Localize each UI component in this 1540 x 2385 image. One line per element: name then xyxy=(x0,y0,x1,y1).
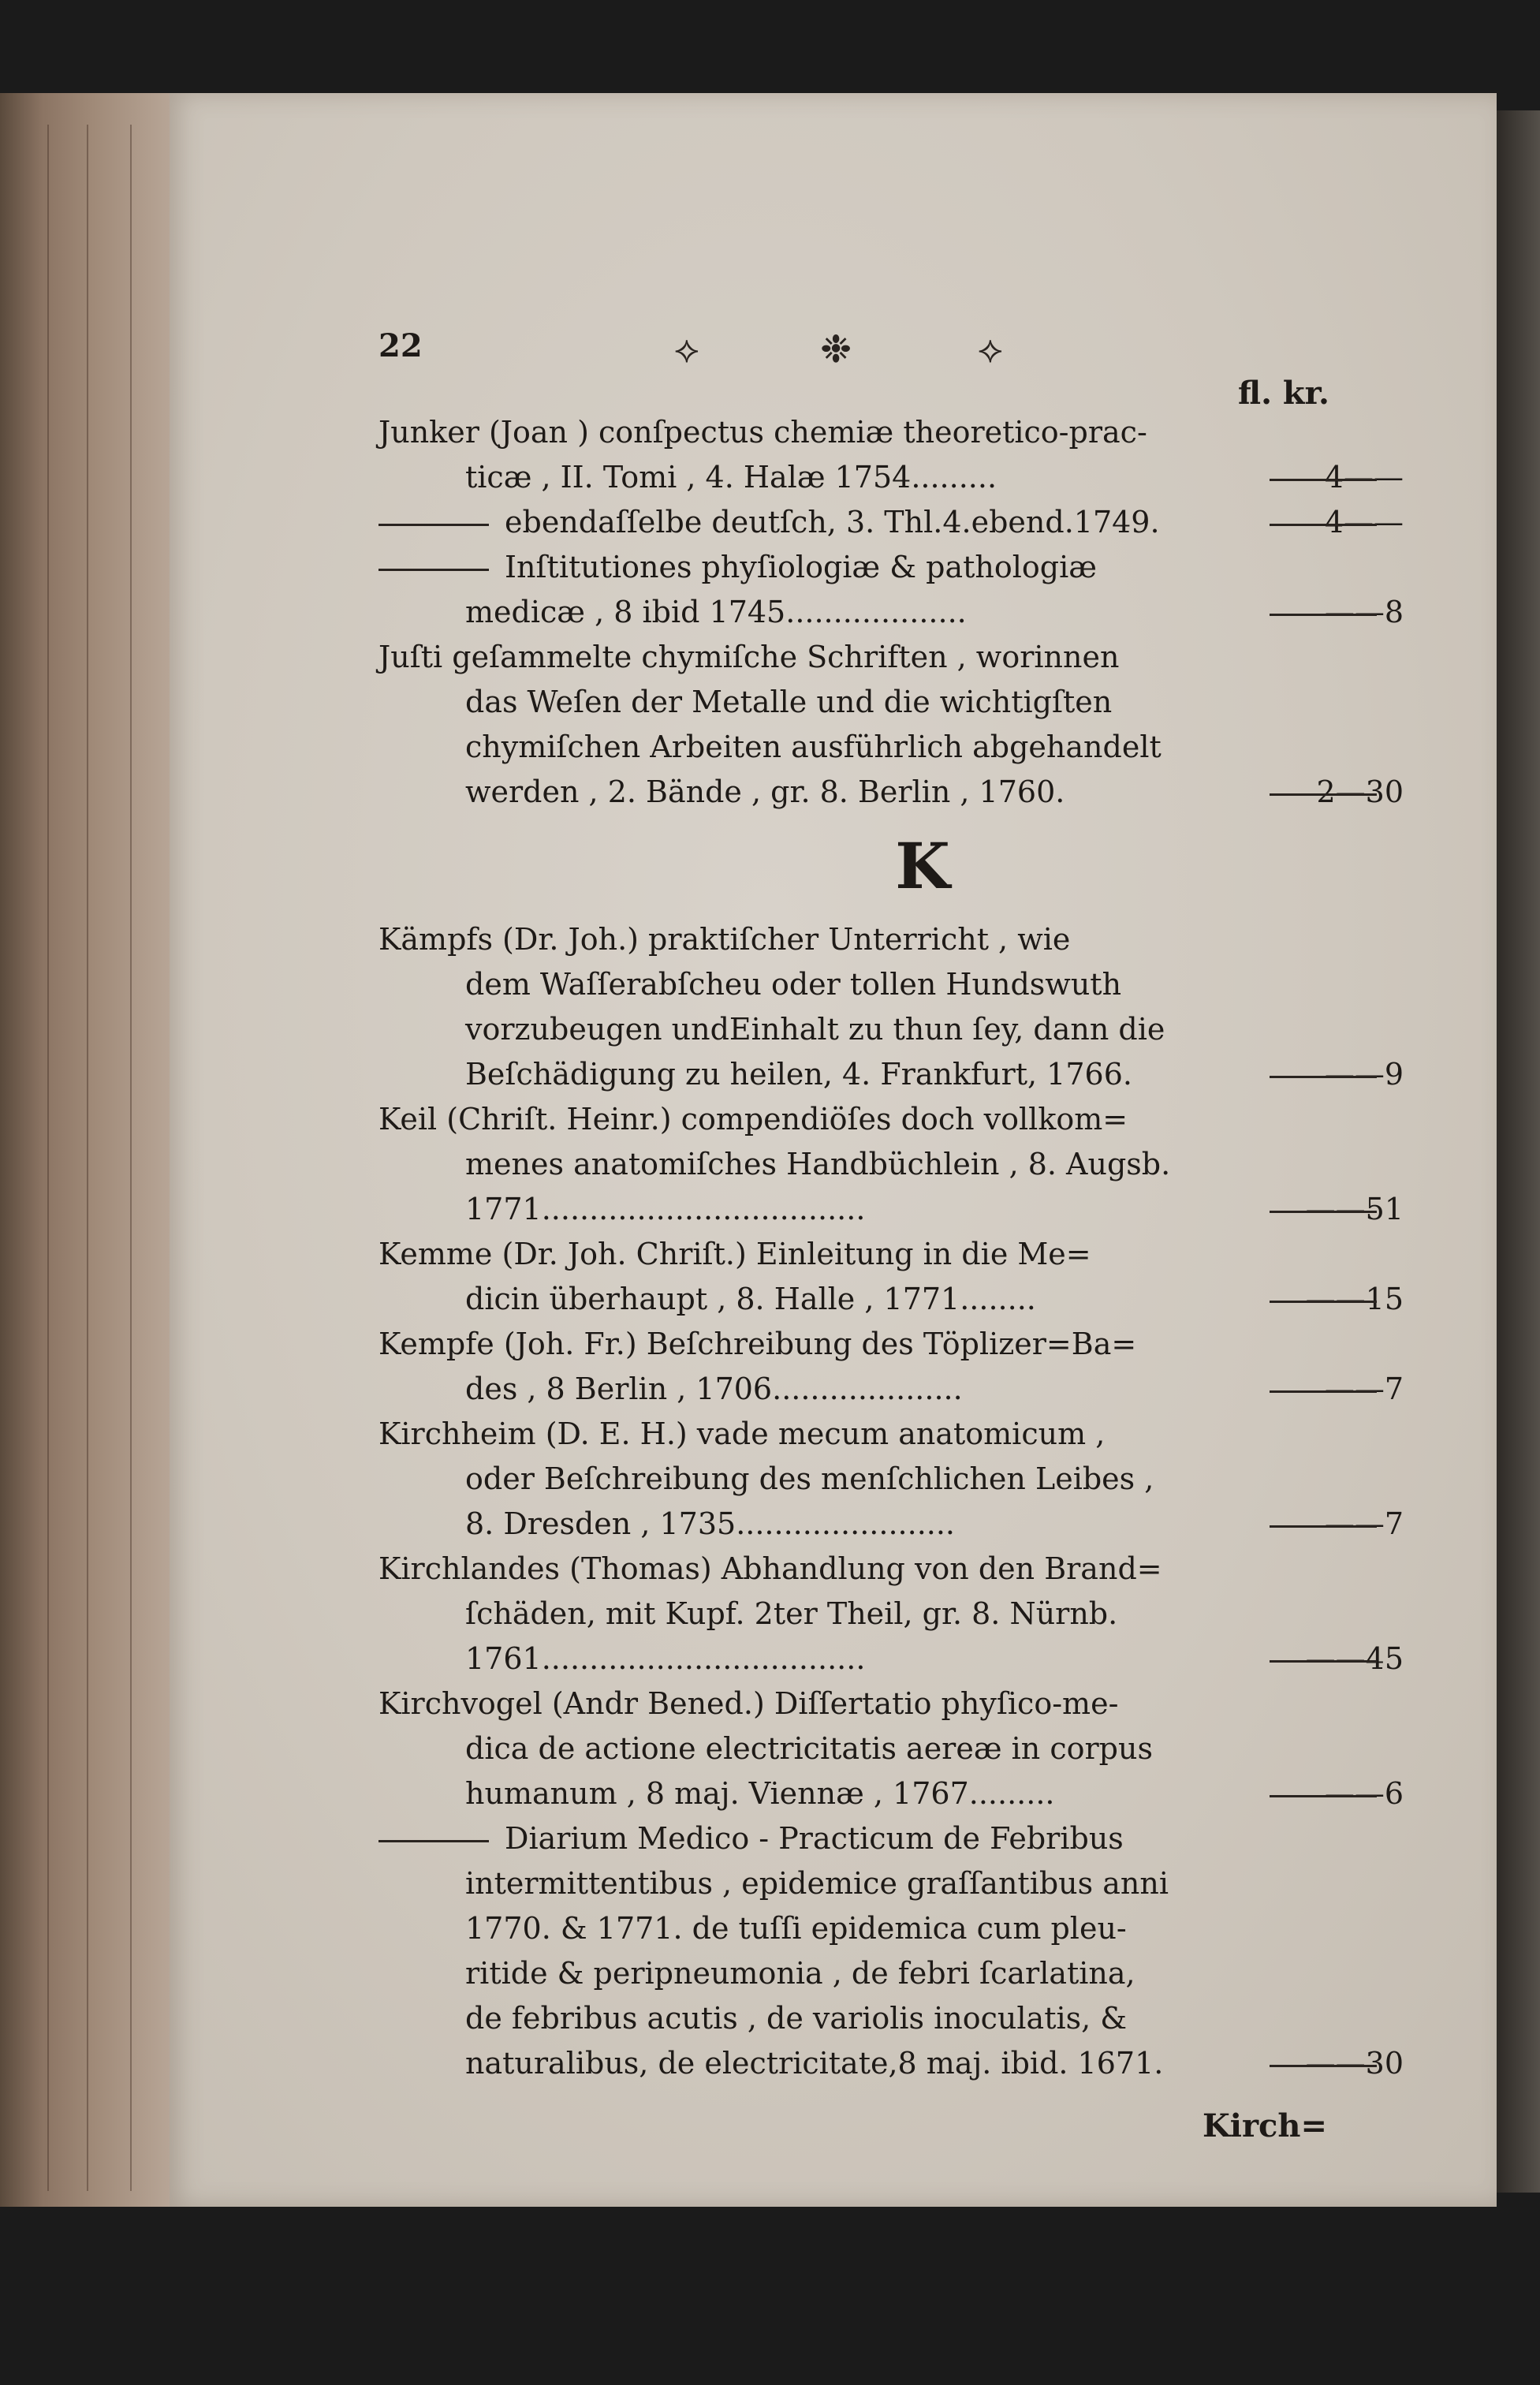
entry-line xyxy=(378,1861,1404,1906)
entries-k xyxy=(378,917,1404,2086)
entry-text: ebendaſſelbe deutſch, 3. Thl.4.ebend.1749. xyxy=(505,505,1160,539)
entry-line xyxy=(378,1681,1404,1726)
entry-line xyxy=(378,1052,1404,1097)
catalog-entry xyxy=(378,410,1404,635)
page-edge-line xyxy=(130,125,132,2191)
entry-line xyxy=(378,1097,1404,1142)
entry-line xyxy=(378,1007,1404,1052)
entry-text: dica de actione electricitatis aereæ in corpus xyxy=(465,1731,1153,1766)
entry-text: Kemme (Dr. Joh. Chriſt.) Einleitung in die Me= xyxy=(378,1237,1091,1271)
entry-text: ritide & peripneumonia , de febri ſcarlatina, xyxy=(465,1956,1135,1991)
entry-line xyxy=(378,2041,1404,2086)
ditto-dash xyxy=(378,1840,489,1842)
entry-line xyxy=(378,1367,1404,1412)
entry-text: Keil (Chriſt. Heinr.) compendiöſes doch vollkom= xyxy=(378,1102,1128,1137)
catchword: Kirch= xyxy=(1203,2107,1327,2144)
entry-price: ——7 xyxy=(1270,1367,1404,1412)
entry-price: 4—— xyxy=(1270,455,1404,500)
entry-price: ——6 xyxy=(1270,1771,1404,1816)
entry-text: Diarium Medico - Practicum de Febribus xyxy=(505,1821,1124,1856)
catalog-entry xyxy=(378,1232,1404,1322)
entry-line xyxy=(378,1502,1404,1547)
currency-header: fl. kr. xyxy=(1238,375,1329,412)
catalog-entry xyxy=(378,917,1404,1097)
entry-price: ——45 xyxy=(1270,1637,1404,1681)
ditto-dash xyxy=(378,569,489,571)
entry-text: Juſti geſammelte chymiſche Schriften , worinnen xyxy=(378,640,1120,674)
page-edge-line xyxy=(47,125,49,2191)
entry-text: chymiſchen Arbeiten ausführlich abgehandelt xyxy=(465,730,1162,764)
ornament-right: ⟡ xyxy=(978,327,1003,371)
entry-line xyxy=(378,725,1404,770)
entry-price: ——9 xyxy=(1270,1052,1404,1097)
entry-text: Kämpfs (Dr. Joh.) praktiſcher Unterricht , wie xyxy=(378,922,1071,957)
entry-text: vorzubeugen undEinhalt zu thun ſey, dann die xyxy=(465,1012,1165,1047)
section-letter: K xyxy=(895,829,950,903)
entry-line xyxy=(378,500,1404,545)
entry-text: Kirchlandes (Thomas) Abhandlung von den Brand= xyxy=(378,1551,1162,1586)
entry-line xyxy=(378,1187,1404,1232)
entry-line xyxy=(378,1637,1404,1681)
entry-price: ——51 xyxy=(1270,1187,1404,1232)
entry-line xyxy=(378,1816,1404,1861)
entry-line xyxy=(378,635,1404,680)
entry-text: 8. Dresden , 1735....................... xyxy=(465,1506,956,1541)
entry-line xyxy=(378,1322,1404,1367)
entry-line xyxy=(378,917,1404,962)
entry-price: 4—— xyxy=(1270,500,1404,545)
catalog-entry xyxy=(378,1681,1404,2086)
entry-line xyxy=(378,1277,1404,1322)
entry-price: ——30 xyxy=(1270,2041,1404,2086)
entry-price: ——8 xyxy=(1270,590,1404,635)
page-number: 22 xyxy=(378,327,423,364)
entry-text: das Weſen der Metalle und die wichtigſten xyxy=(465,685,1113,719)
entry-text: dem Waſſerabſcheu oder tollen Hundswuth xyxy=(465,967,1122,1002)
ditto-dash xyxy=(378,524,489,526)
facing-page-edge xyxy=(1497,110,1540,2193)
entry-line xyxy=(378,1232,1404,1277)
entry-text: de febribus acutis , de variolis inoculatis, & xyxy=(465,2001,1128,2036)
entry-text: ſchäden, mit Kupf. 2ter Theil, gr. 8. Nürnb. xyxy=(465,1596,1118,1631)
entry-line xyxy=(378,1142,1404,1187)
entry-line xyxy=(378,1592,1404,1637)
entry-price: ——7 xyxy=(1270,1502,1404,1547)
entry-line xyxy=(378,410,1404,455)
entry-line xyxy=(378,1412,1404,1457)
entry-text: Junker (Joan ) conſpectus chemiæ theoretico-prac- xyxy=(378,415,1147,450)
entry-text: medicæ , 8 ibid 1745................... xyxy=(465,595,967,629)
entry-text: werden , 2. Bände , gr. 8. Berlin , 1760. xyxy=(465,774,1065,809)
entry-text: Inſtitutiones phyſiologiæ & pathologiæ xyxy=(505,550,1097,584)
entry-text: humanum , 8 maj. Viennæ , 1767......... xyxy=(465,1776,1055,1811)
entry-line xyxy=(378,1951,1404,1996)
entry-text: 1761.................................. xyxy=(465,1641,866,1676)
ornament-left: ⟡ xyxy=(674,327,699,371)
entry-text: menes anatomiſches Handbüchlein , 8. Augsb. xyxy=(465,1147,1171,1181)
entry-price: 2—30 xyxy=(1270,770,1404,815)
catalog-entry xyxy=(378,635,1404,815)
entry-text: Kirchheim (D. E. H.) vade mecum anatomicum , xyxy=(378,1416,1106,1451)
entry-line xyxy=(378,1457,1404,1502)
entry-text: des , 8 Berlin , 1706.................... xyxy=(465,1372,963,1406)
catalog-entry xyxy=(378,1322,1404,1412)
entry-line xyxy=(378,1996,1404,2041)
entry-text: 1770. & 1771. de tuſſi epidemica cum pleu- xyxy=(465,1911,1127,1946)
entry-line xyxy=(378,680,1404,725)
entry-line xyxy=(378,770,1404,815)
entry-line xyxy=(378,590,1404,635)
page-edge-stack xyxy=(0,93,171,2207)
entry-line xyxy=(378,455,1404,500)
entry-text: ticæ , II. Tomi , 4. Halæ 1754......... xyxy=(465,460,997,495)
catalog-entry xyxy=(378,1547,1404,1681)
page-edge-line xyxy=(87,125,88,2191)
page-header xyxy=(378,327,1372,414)
entry-text: 1771.................................. xyxy=(465,1192,866,1226)
entry-line xyxy=(378,1906,1404,1951)
entry-list xyxy=(378,410,1404,2086)
entry-text: Kirchvogel (Andr Bened.) Diſſertatio phyſico-me- xyxy=(378,1686,1119,1721)
entry-text: Beſchädigung zu heilen, 4. Frankfurt, 1766. xyxy=(465,1057,1132,1092)
entry-line xyxy=(378,1547,1404,1592)
entry-text: oder Beſchreibung des menſchlichen Leibes , xyxy=(465,1461,1154,1496)
entries-j xyxy=(378,410,1404,815)
entry-text: dicin überhaupt , 8. Halle , 1771........ xyxy=(465,1282,1036,1316)
entry-line xyxy=(378,545,1404,590)
entry-line xyxy=(378,962,1404,1007)
entry-text: naturalibus, de electricitate,8 maj. ibid. 1671. xyxy=(465,2046,1164,2081)
entry-text: Kempfe (Joh. Fr.) Beſchreibung des Töplizer=Ba= xyxy=(378,1327,1137,1361)
ornament-center: ❉ xyxy=(820,327,852,371)
catalog-entry xyxy=(378,1097,1404,1232)
entry-line xyxy=(378,1726,1404,1771)
entry-line xyxy=(378,1771,1404,1816)
catalog-entry xyxy=(378,1412,1404,1547)
entry-price: ——15 xyxy=(1270,1277,1404,1322)
entry-text: intermittentibus , epidemice graſſantibus anni xyxy=(465,1866,1169,1901)
